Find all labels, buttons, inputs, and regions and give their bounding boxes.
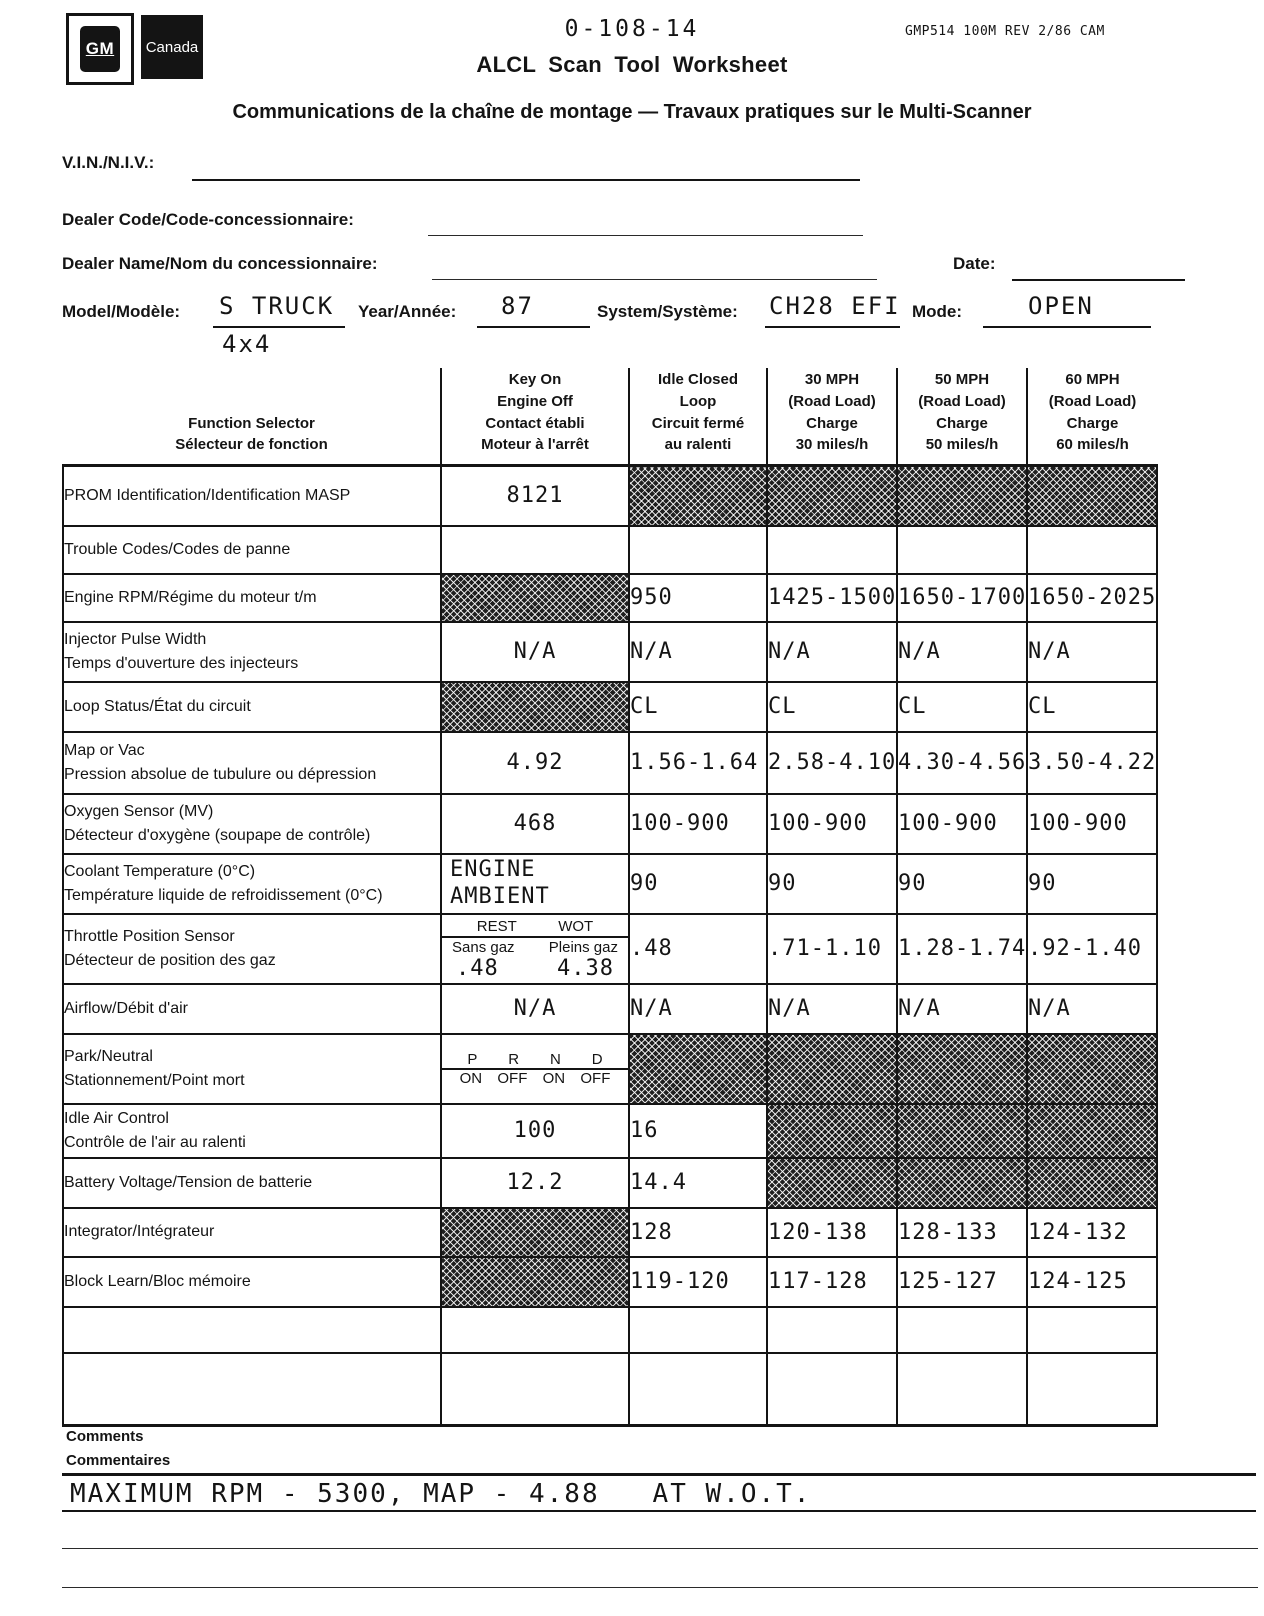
cell-empty2-3	[767, 1353, 897, 1426]
cell-empty1-1	[441, 1307, 629, 1353]
cell-airflow-4	[897, 984, 1027, 1034]
cell-loop-4	[897, 682, 1027, 732]
value-integrator-4: 128-133	[898, 1219, 998, 1245]
value-oxygen-4: 100-900	[898, 811, 998, 836]
value-prom-1: 8121	[506, 483, 564, 509]
table-row-integrator	[63, 1208, 1157, 1257]
date-label: Date:	[953, 254, 996, 273]
mode-value: OPEN	[1028, 292, 1094, 320]
value-airflow-5: N/A	[1028, 996, 1071, 1021]
cell-rpm-1	[441, 574, 629, 622]
page-title: ALCL Scan Tool Worksheet	[476, 52, 788, 77]
row-label-coolant-line-1: Coolant Temperature (0°C)	[64, 863, 256, 881]
value-battery-2: 14.4	[630, 1170, 687, 1195]
row-label-trouble-line-1: Trouble Codes/Codes de panne	[64, 540, 291, 558]
function-selector-header-line-1: Function Selector	[188, 414, 315, 432]
cell-oxygen-5	[1027, 794, 1157, 854]
row-label-idle-line-1: Idle Air Control	[64, 1110, 169, 1128]
cell-park-5	[1027, 1034, 1157, 1104]
comments-rule-1	[62, 1473, 1256, 1476]
tps-head-row	[442, 915, 628, 938]
cell-trouble-2	[629, 526, 767, 574]
cell-idle-3	[767, 1104, 897, 1158]
condition-header-4-line-2: (Road Load)	[918, 392, 1006, 410]
cell-airflow-2	[629, 984, 767, 1034]
cell-tps-4	[897, 914, 1027, 984]
condition-header-1-line-1: Key On	[508, 371, 562, 388]
value-oxygen-2: 100-900	[630, 811, 730, 836]
tps-value-2: 4.38	[557, 955, 614, 981]
condition-header-3-line-2: (Road Load)	[788, 392, 876, 410]
value-injector-4: N/A	[898, 639, 941, 664]
row-label-injector	[63, 622, 441, 682]
value-block-4: 125-127	[898, 1269, 998, 1294]
value-injector-5: N/A	[1028, 639, 1071, 664]
prnd-state-4: OFF	[580, 1069, 611, 1087]
row-label-battery	[63, 1158, 441, 1208]
cell-prom-2	[629, 466, 767, 526]
cell-prom-4	[897, 466, 1027, 526]
value-oxygen-5: 100-900	[1028, 811, 1128, 836]
column-header-condition-1	[441, 368, 629, 466]
dealer-code-blank-line	[428, 235, 863, 236]
row-label-injector-line-2: Temps d'ouverture des injecteurs	[64, 654, 299, 672]
condition-header-2-line-2: Loop	[679, 392, 717, 410]
cell-empty1-4	[897, 1307, 1027, 1353]
cell-oxygen-3	[767, 794, 897, 854]
value-coolant-1-line-1: ENGINE	[450, 857, 536, 883]
cell-map-5	[1027, 732, 1157, 794]
cell-injector-3	[767, 622, 897, 682]
table-row-injector	[63, 622, 1157, 682]
value-battery-1: 12.2	[506, 1170, 564, 1195]
row-label-oxygen-line-1: Oxygen Sensor (MV)	[64, 803, 214, 821]
value-loop-3: CL	[768, 694, 797, 719]
comments-rule-4	[62, 1587, 1258, 1588]
cell-battery-4	[897, 1158, 1027, 1208]
row-label-trouble	[63, 526, 441, 574]
row-label-oxygen-line-2: Détecteur d'oxygène (soupape de contrôle)	[64, 826, 371, 844]
value-rpm-2: 950	[630, 585, 673, 610]
value-injector-1: N/A	[513, 639, 557, 664]
value-integrator-5: 124-132	[1028, 1219, 1128, 1245]
cell-rpm-2	[629, 574, 767, 622]
row-label-park-line-2: Stationnement/Point mort	[64, 1071, 245, 1089]
condition-header-4-line-1: 50 MPH	[934, 371, 990, 388]
table-row-coolant	[63, 854, 1157, 914]
row-label-loop-line-1: Loop Status/État du circuit	[64, 697, 251, 715]
cell-injector-4	[897, 622, 1027, 682]
cell-park-4	[897, 1034, 1027, 1104]
row-label-loop	[63, 682, 441, 732]
cell-trouble-4	[897, 526, 1027, 574]
cell-idle-5	[1027, 1104, 1157, 1158]
cell-empty2-2	[629, 1353, 767, 1426]
table-row-block	[63, 1257, 1157, 1307]
form-revision-code: GMP514 100M REV 2/86 CAM	[905, 24, 1105, 39]
value-idle-1: 100	[513, 1118, 557, 1143]
value-block-2: 119-120	[630, 1269, 730, 1294]
tps-subtable	[442, 915, 628, 983]
tps-sub-row	[442, 938, 628, 956]
cell-empty2-1	[441, 1353, 629, 1426]
value-tps-2: .48	[630, 936, 673, 961]
cell-trouble-5	[1027, 526, 1157, 574]
model-value-line2: 4x4	[222, 330, 272, 358]
cell-block-3	[767, 1257, 897, 1307]
tps-head-1: REST	[476, 917, 517, 935]
value-idle-2: 16	[630, 1118, 659, 1143]
condition-header-2-line-4: au ralenti	[664, 436, 732, 454]
value-map-2: 1.56-1.64	[630, 750, 759, 775]
row-label-tps	[63, 914, 441, 984]
condition-header-5-line-4: 60 miles/h	[1056, 436, 1129, 454]
table-row-battery	[63, 1158, 1157, 1208]
value-map-1: 4.92	[506, 750, 564, 775]
table-row-prom	[63, 466, 1157, 526]
value-loop-4: CL	[898, 694, 927, 719]
row-label-coolant	[63, 854, 441, 914]
value-rpm-5: 1650-2025	[1028, 585, 1157, 610]
page-subtitle-french: Communications de la chaîne de montage — Travaux pratiques sur le Multi-Scanner	[232, 101, 1032, 123]
cell-rpm-5	[1027, 574, 1157, 622]
cell-coolant-5	[1027, 854, 1157, 914]
cell-prom-3	[767, 466, 897, 526]
condition-header-5-line-2: (Road Load)	[1048, 392, 1137, 410]
condition-header-3-line-1: 30 MPH	[804, 371, 860, 388]
cell-airflow-5	[1027, 984, 1157, 1034]
system-label: System/Système:	[597, 302, 738, 321]
value-coolant-4: 90	[898, 871, 927, 896]
comments-rule-3	[62, 1548, 1258, 1549]
cell-block-5	[1027, 1257, 1157, 1307]
cell-oxygen-1	[441, 794, 629, 854]
value-rpm-3: 1425-1500	[768, 585, 897, 610]
prnd-state-2: OFF	[497, 1069, 528, 1087]
condition-header-4-line-4: 50 miles/h	[925, 436, 999, 454]
comments-rule-2	[62, 1510, 1256, 1512]
row-label-integrator-line-1: Integrator/Intégrateur	[64, 1223, 215, 1241]
cell-map-1	[441, 732, 629, 794]
column-header-condition-5	[1027, 368, 1157, 466]
cell-empty1-5	[1027, 1307, 1157, 1353]
condition-header-2-line-1: Idle Closed	[657, 371, 739, 388]
condition-header-1-line-3: Contact établi	[485, 414, 585, 432]
value-loop-5: CL	[1028, 694, 1057, 719]
cell-coolant-4	[897, 854, 1027, 914]
cell-map-4	[897, 732, 1027, 794]
condition-header-5-line-1: 60 MPH	[1065, 371, 1120, 388]
cell-airflow-3	[767, 984, 897, 1034]
cell-empty1-2	[629, 1307, 767, 1353]
cell-tps-3	[767, 914, 897, 984]
value-coolant-5: 90	[1028, 871, 1057, 896]
prnd-subtable	[442, 1051, 628, 1087]
system-line	[765, 326, 900, 328]
mode-line	[983, 326, 1151, 328]
value-block-3: 117-128	[768, 1269, 868, 1294]
comment-line-1: MAXIMUM RPM - 5300, MAP - 4.88 AT W.O.T.	[70, 1479, 812, 1509]
model-line	[213, 326, 345, 328]
row-label-battery-line-1: Battery Voltage/Tension de batterie	[64, 1173, 313, 1191]
cell-integrator-1	[441, 1208, 629, 1257]
comments-label-en: Comments	[66, 1428, 144, 1445]
value-coolant-2: 90	[630, 871, 659, 896]
row-label-tps-line-2: Détecteur de position des gaz	[64, 951, 276, 969]
model-value: S TRUCK	[219, 292, 335, 320]
row-label-integrator	[63, 1208, 441, 1257]
table-row-park	[63, 1034, 1157, 1104]
cell-trouble-3	[767, 526, 897, 574]
cell-integrator-2	[629, 1208, 767, 1257]
row-label-prom-line-1: PROM Identification/Identification MASP	[64, 487, 351, 505]
value-tps-4: 1.28-1.74	[898, 936, 1027, 961]
system-value: CH28 EFI	[769, 292, 901, 320]
cell-map-3	[767, 732, 897, 794]
row-label-map-line-2: Pression absolue de tubulure ou dépression	[64, 765, 377, 783]
tps-head-2: WOT	[558, 917, 594, 935]
row-label-rpm-line-1: Engine RPM/Régime du moteur t/m	[64, 588, 317, 606]
row-label-map	[63, 732, 441, 794]
condition-header-1-line-4: Moteur à l'arrêt	[481, 436, 589, 454]
prnd-state-3: ON	[542, 1069, 566, 1087]
cell-empty1-3	[767, 1307, 897, 1353]
prnd-gear-row	[442, 1051, 628, 1070]
value-loop-2: CL	[630, 694, 659, 719]
prnd-state-1: ON	[459, 1069, 483, 1087]
scan-tool-worksheet-table	[62, 368, 1158, 1427]
cell-coolant-1	[441, 854, 629, 914]
column-header-function-selector	[63, 368, 441, 466]
row-label-empty2	[63, 1353, 441, 1426]
cell-tps-1	[441, 914, 629, 984]
table-row-rpm	[63, 574, 1157, 622]
cell-oxygen-2	[629, 794, 767, 854]
dealer-name-blank-line	[432, 279, 877, 280]
table-row-empty1	[63, 1307, 1157, 1353]
cell-park-1	[441, 1034, 629, 1104]
table-body	[63, 466, 1157, 1426]
value-integrator-2: 128	[630, 1219, 673, 1245]
value-integrator-3: 120-138	[768, 1219, 868, 1245]
prnd-state-row	[442, 1070, 628, 1087]
value-airflow-3: N/A	[768, 996, 811, 1021]
table-row-empty2	[63, 1353, 1157, 1426]
comments-label-fr: Commentaires	[66, 1452, 171, 1469]
cell-loop-1	[441, 682, 629, 732]
cell-tps-5	[1027, 914, 1157, 984]
condition-header-5-line-3: Charge	[1066, 414, 1119, 432]
cell-rpm-4	[897, 574, 1027, 622]
dealer-name-label: Dealer Name/Nom du concessionnaire:	[62, 254, 378, 273]
row-label-park	[63, 1034, 441, 1104]
cell-loop-5	[1027, 682, 1157, 732]
column-header-condition-3	[767, 368, 897, 466]
cell-injector-1	[441, 622, 629, 682]
value-injector-2: N/A	[630, 639, 673, 664]
cell-empty2-4	[897, 1353, 1027, 1426]
table-row-map	[63, 732, 1157, 794]
cell-tps-2	[629, 914, 767, 984]
cell-idle-4	[897, 1104, 1027, 1158]
cell-battery-3	[767, 1158, 897, 1208]
cell-injector-5	[1027, 622, 1157, 682]
dealer-code-label: Dealer Code/Code-concessionnaire:	[62, 210, 354, 229]
value-injector-3: N/A	[768, 639, 811, 664]
condition-header-1-line-2: Engine Off	[497, 392, 573, 410]
table-header	[63, 368, 1157, 466]
table-row-loop	[63, 682, 1157, 732]
table-row-tps	[63, 914, 1157, 984]
cell-rpm-3	[767, 574, 897, 622]
cell-block-2	[629, 1257, 767, 1307]
mode-label: Mode:	[912, 302, 963, 321]
row-label-block	[63, 1257, 441, 1307]
cell-integrator-5	[1027, 1208, 1157, 1257]
cell-battery-1	[441, 1158, 629, 1208]
cell-prom-5	[1027, 466, 1157, 526]
cell-park-3	[767, 1034, 897, 1104]
cell-airflow-1	[441, 984, 629, 1034]
row-label-prom	[63, 466, 441, 526]
condition-header-2-line-3: Circuit fermé	[651, 414, 745, 432]
row-label-airflow-line-1: Airflow/Débit d'air	[64, 999, 188, 1017]
condition-header-4-line-3: Charge	[936, 414, 988, 432]
cell-battery-5	[1027, 1158, 1157, 1208]
function-selector-header-line-2: Sélecteur de fonction	[175, 436, 328, 454]
cell-trouble-1	[441, 526, 629, 574]
value-map-5: 3.50-4.22	[1028, 750, 1157, 775]
cell-idle-1	[441, 1104, 629, 1158]
condition-header-3-line-4: 30 miles/h	[795, 436, 869, 454]
cell-map-2	[629, 732, 767, 794]
value-coolant-3: 90	[768, 871, 797, 896]
date-blank-line	[1012, 279, 1185, 281]
canada-logo-text: Canada	[145, 38, 199, 56]
table-row-idle	[63, 1104, 1157, 1158]
cell-loop-2	[629, 682, 767, 732]
cell-integrator-4	[897, 1208, 1027, 1257]
prnd-gear-1: P	[467, 1050, 478, 1068]
table-row-airflow	[63, 984, 1157, 1034]
year-label: Year/Année:	[358, 302, 457, 321]
row-label-injector-line-1: Injector Pulse Width	[64, 631, 207, 649]
value-airflow-2: N/A	[630, 996, 673, 1021]
value-tps-3: .71-1.10	[768, 936, 882, 961]
cell-idle-2	[629, 1104, 767, 1158]
row-label-coolant-line-2: Température liquide de refroidissement (0°C)	[64, 886, 383, 904]
value-oxygen-3: 100-900	[768, 811, 868, 836]
tps-sub-2: Pleins gaz	[548, 938, 618, 956]
row-label-rpm	[63, 574, 441, 622]
cell-coolant-2	[629, 854, 767, 914]
value-airflow-4: N/A	[898, 996, 941, 1021]
cell-empty2-5	[1027, 1353, 1157, 1426]
prnd-gear-4: D	[591, 1050, 603, 1068]
value-map-3: 2.58-4.10	[768, 750, 897, 775]
table-row-trouble	[63, 526, 1157, 574]
value-oxygen-1: 468	[513, 811, 557, 836]
document-number: 0-108-14	[564, 16, 700, 42]
cell-integrator-3	[767, 1208, 897, 1257]
cell-block-4	[897, 1257, 1027, 1307]
table-row-oxygen	[63, 794, 1157, 854]
row-label-tps-line-1: Throttle Position Sensor	[64, 928, 235, 946]
row-label-idle-line-2: Contrôle de l'air au ralenti	[64, 1133, 246, 1151]
row-label-park-line-1: Park/Neutral	[64, 1048, 153, 1066]
model-label: Model/Modèle:	[62, 302, 181, 321]
column-header-condition-4	[897, 368, 1027, 466]
cell-oxygen-4	[897, 794, 1027, 854]
value-coolant-1	[442, 857, 628, 910]
vin-blank-line	[192, 179, 860, 181]
value-rpm-4: 1650-1700	[898, 585, 1027, 610]
cell-park-2	[629, 1034, 767, 1104]
cell-coolant-3	[767, 854, 897, 914]
row-label-map-line-1: Map or Vac	[64, 742, 145, 760]
condition-header-3-line-3: Charge	[806, 414, 858, 432]
vin-label: V.I.N./N.I.V.:	[62, 153, 155, 172]
gm-logo-text: GM	[80, 26, 120, 72]
cell-battery-2	[629, 1158, 767, 1208]
prnd-gear-2: R	[508, 1050, 520, 1068]
prnd-gear-3: N	[550, 1050, 561, 1068]
row-label-oxygen	[63, 794, 441, 854]
year-value: 87	[501, 292, 534, 320]
value-airflow-1: N/A	[513, 996, 557, 1021]
table-header-row	[63, 368, 1157, 466]
cell-prom-1	[441, 466, 629, 526]
value-map-4: 4.30-4.56	[898, 750, 1027, 775]
cell-block-1	[441, 1257, 629, 1307]
tps-sub-1: Sans gaz	[452, 938, 515, 956]
row-label-idle	[63, 1104, 441, 1158]
cell-loop-3	[767, 682, 897, 732]
tps-values-row	[442, 956, 628, 983]
cell-injector-2	[629, 622, 767, 682]
tps-value-1: .48	[456, 955, 499, 981]
value-tps-5: .92-1.40	[1028, 936, 1142, 961]
year-line	[477, 326, 590, 328]
value-coolant-1-line-2: AMBIENT	[450, 883, 550, 909]
column-header-condition-2	[629, 368, 767, 466]
row-label-empty1	[63, 1307, 441, 1353]
row-label-airflow	[63, 984, 441, 1034]
row-label-block-line-1: Block Learn/Bloc mémoire	[64, 1272, 251, 1290]
value-block-5: 124-125	[1028, 1269, 1128, 1294]
